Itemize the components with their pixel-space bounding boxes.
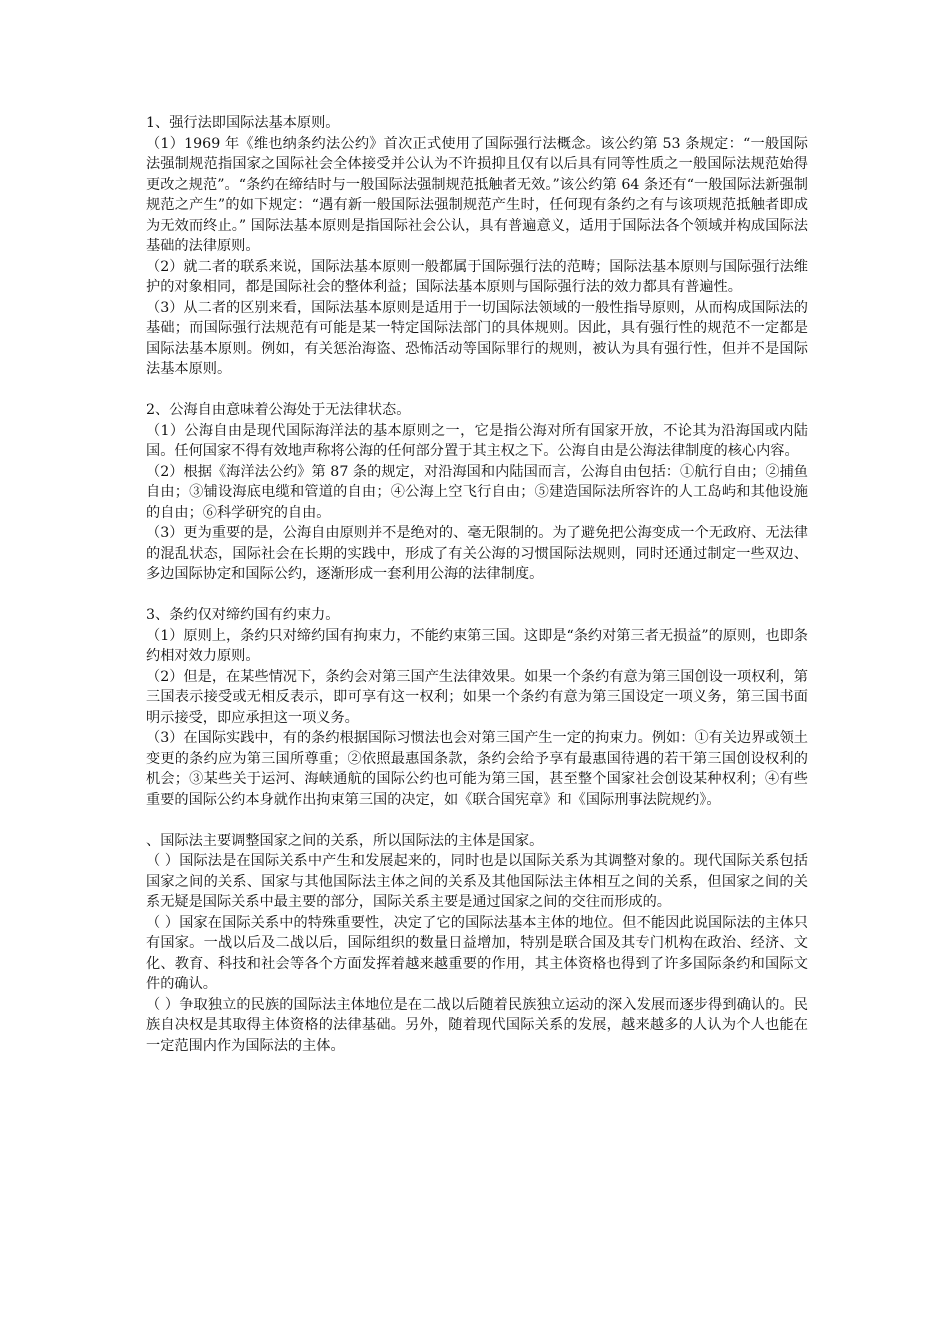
paragraph: （3）更为重要的是，公海自由原则并不是绝对的、毫无限制的。为了避免把公海变成一个无政府、无法律的混乱状态，国际社会在长期的实践中，形成了有关公海的习惯国际法规则，同时还通过制定一些双边、多边国际协定和国际公约，逐渐形成一套利用公海的法律制度。	[146, 525, 808, 582]
section-heading: 1、强行法即国际法基本原则。	[146, 115, 340, 131]
section-3	[146, 605, 808, 810]
section-heading: 3、条约仅对缔约国有约束力。	[146, 607, 340, 623]
paragraph: （3）从二者的区别来看，国际法基本原则是适用于一切国际法领域的一般性指导原则，从而构成国际法的基础；而国际强行法规范有可能是某一特定国际法部门的具体规则。因此，具有强行性的规范不一定都是国际法基本原则。例如，有关惩治海盗、恐怖活动等国际罪行的规则，被认为具有强行性，但并不是国际法基本原则。	[146, 299, 808, 377]
paragraph: （2）根据《海洋法公约》第 87 条的规定，对沿海国和内陆国而言，公海自由包括：①航行自由；②捕鱼自由；③铺设海底电缆和管道的自由；④公海上空飞行自由；⑤建造国际法所容许的人工岛屿和其他设施的自由；⑥科学研究的自由。	[146, 463, 808, 521]
section-2	[146, 400, 808, 585]
paragraph: （3）在国际实践中，有的条约根据国际习惯法也会对第三国产生一定的拘束力。例如：①有关边界或领土变更的条约应为第三国所尊重；②依照最惠国条款，条约会给予享有最惠国待遇的若干第三国创设权利的机会；③某些关于运河、海峡通航的国际公约也可能为第三国，甚至整个国家社会创设某种权利；④有些重要的国际公约本身就作出拘束第三国的决定，如《联合国宪章》和《国际刑事法院规约》。	[146, 730, 808, 808]
section-heading: 2、公海自由意味着公海处于无法律状态。	[146, 402, 411, 418]
paragraph: （1）原则上，条约只对缔约国有拘束力，不能约束第三国。这即是“条约对第三者无损益”的原则，也即条约相对效力原则。	[146, 627, 808, 664]
paragraph: （ ）国家在国际关系中的特殊重要性，决定了它的国际法基本主体的地位。但不能因此说国际法的主体只有国家。一战以后及二战以后，国际组织的数量日益增加，特别是联合国及其专门机构在政治、经济、文化、教育、科技和社会等各个方面发挥着越来越重要的作用，其主体资格也得到了许多国际条约和国际文件的确认。	[146, 914, 808, 992]
section-4	[146, 831, 808, 1057]
paragraph: （1）1969 年《维也纳条约法公约》首次正式使用了国际强行法概念。该公约第 53 条规定：“一般国际法强制规范指国家之国际社会全体接受并公认为不许损抑且仅有以后具有同等性质之一般国际法规范始得更改之规范”。“条约在缔结时与一般国际法强制规范抵触者无效。”该公约第 64 条还有“一般国际法新强制规范之产生”的如下规定：“遇有新一般国际法强制规范产生时，任何现有条约之有与该项规范抵触者即成为无效而终止。” 国际法基本原则是指国际社会公认，具有普遍意义，适用于国际法各个领域并构成国际法基础的法律原则。	[146, 135, 808, 254]
paragraph: （2）但是，在某些情况下，条约会对第三国产生法律效果。如果一个条约有意为第三国创设一项权利，第三国表示接受或无相反表示，即可享有这一权利；如果一个条约有意为第三国设定一项义务，第三国书面明示接受，即应承担这一项义务。	[146, 668, 808, 726]
section-heading: 、国际法主要调整国家之间的关系，所以国际法的主体是国家。	[146, 832, 544, 849]
paragraph: （ ）争取独立的民族的国际法主体地位是在二战以后随着民族独立运动的深入发展而逐步得到确认的。民族自决权是其取得主体资格的法律基础。另外，随着现代国际关系的发展，越来越多的人认为个人也能在一定范围内作为国际法的主体。	[146, 996, 808, 1054]
paragraph: （2）就二者的联系来说，国际法基本原则一般都属于国际强行法的范畴；国际法基本原则与国际强行法维护的对象相同，都是国际社会的整体利益；国际法基本原则与国际强行法的效力都具有普遍性。	[146, 258, 808, 295]
paragraph: （ ）国际法是在国际关系中产生和发展起来的，同时也是以国际关系为其调整对象的。现代国际关系包括国家之间的关系、国家与其他国际法主体之间的关系及其他国际法主体相互之间的关系，但国家之间的关系无疑是国际关系中最主要的部分，国际关系主要是通过国家之间的交往而形成的。	[146, 853, 808, 910]
document-page	[146, 113, 808, 1056]
section-1	[146, 113, 808, 380]
paragraph: （1）公海自由是现代国际海洋法的基本原则之一，它是指公海对所有国家开放，不论其为沿海国或内陆国。任何国家不得有效地声称将公海的任何部分置于其主权之下。公海自由是公海法律制度的核心内容。	[146, 422, 808, 459]
